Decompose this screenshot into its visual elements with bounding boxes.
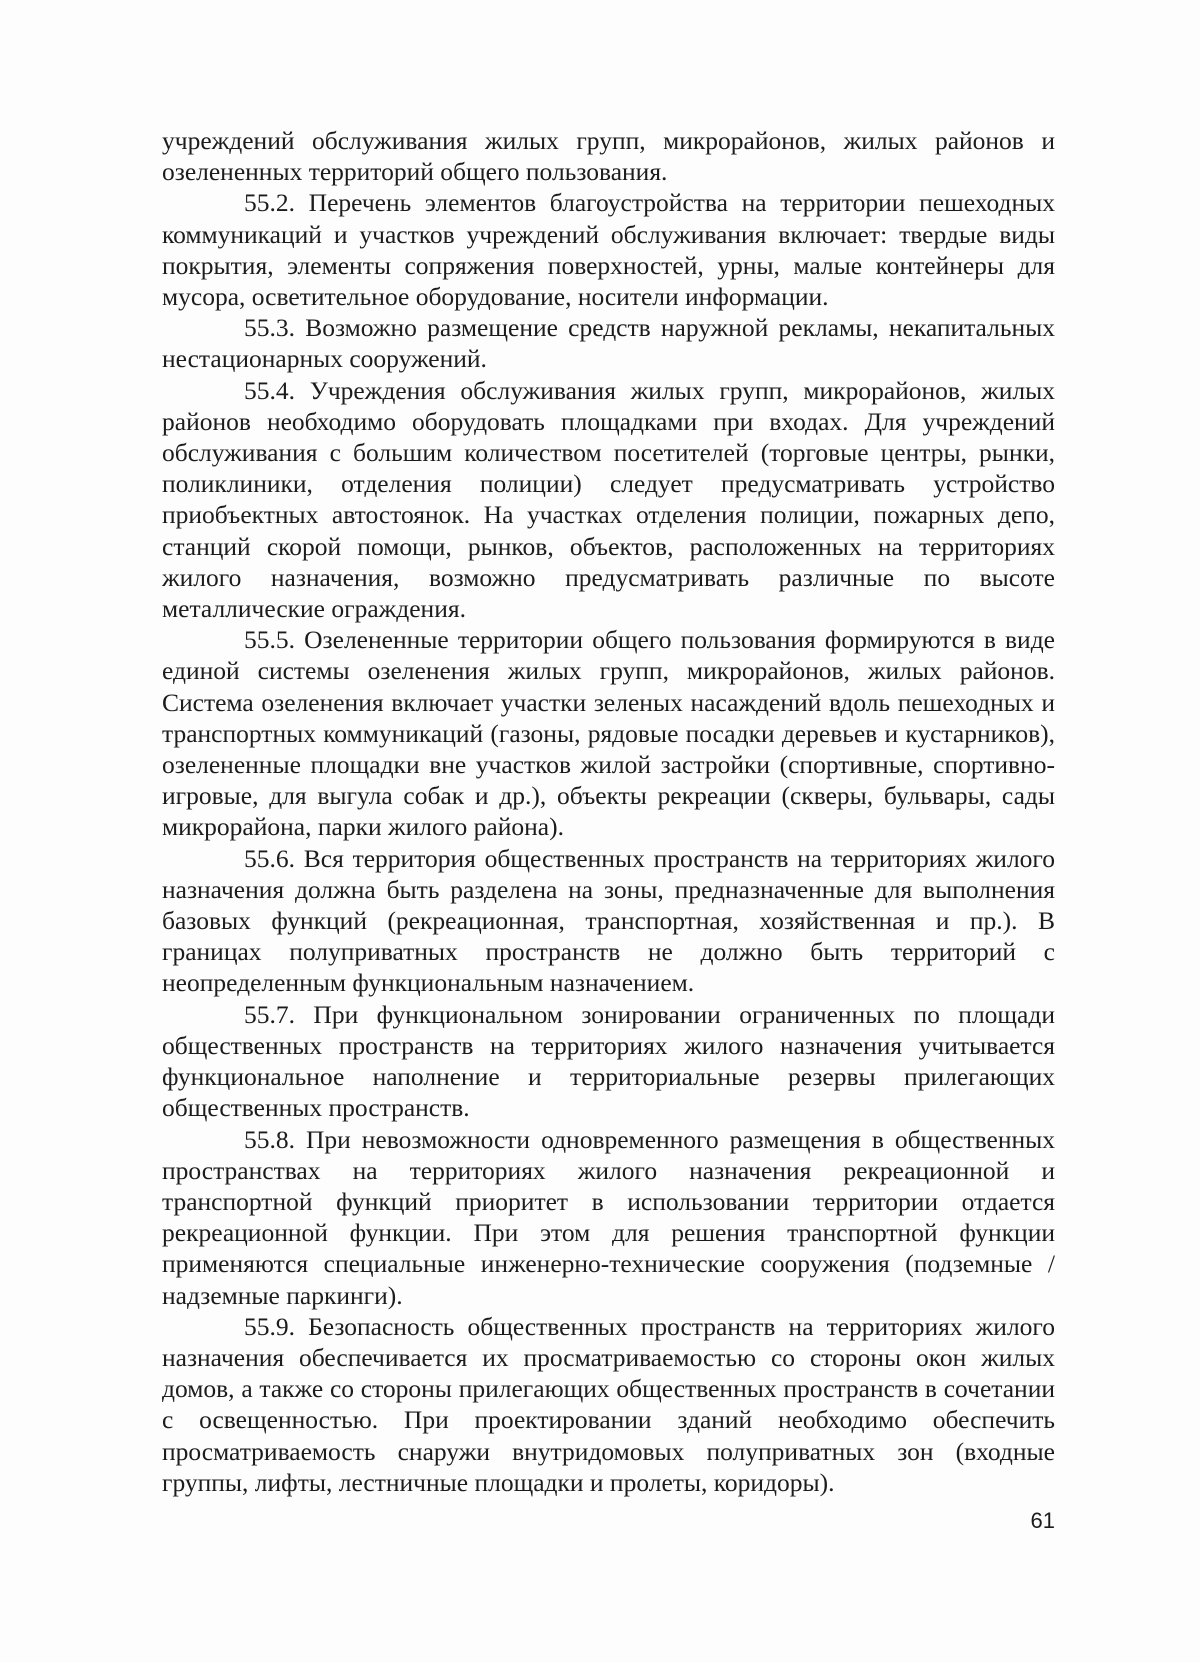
page-number: 61 [1030, 1508, 1055, 1533]
paragraph-55-2: 55.2. Перечень элементов благоустройства на территории пешеходных коммуникаций и участков учреждений обслуживания включает: твердые виды покрытия, элементы сопряжения поверхностей, урны, малые контейнеры для мусора, осветительное оборудование, носители информации. [162, 188, 1055, 312]
paragraph-55-7: 55.7. При функциональном зонировании ограниченных по площади общественных пространств на территориях жилого назначения учитывается функциональное наполнение и территориальные резервы прилегающих общественных пространств. [162, 999, 1055, 1123]
paragraph-55-6: 55.6. Вся территория общественных пространств на территориях жилого назначения должна быть разделена на зоны, предназначенные для выполнения базовых функций (рекреационная, транспортная, хозяйственная и пр.). В границах полуприватных пространств не должно быть территорий с неопределенным функциональным назначением. [162, 843, 1055, 998]
paragraph-55-4: 55.4. Учреждения обслуживания жилых групп, микрорайонов, жилых районов необходимо оборудовать площадками при входах. Для учреждений обслуживания с большим количеством посетителей (торговые центры, рынки, поликлиники, отделения полиции) следует предусматривать устройство приобъектных автостоянок. На участках отделения полиции, пожарных депо, станций скорой помощи, рынков, объектов, расположенных на территориях жилого назначения, возможно предусматривать различные по высоте металлические ограждения. [162, 375, 1055, 624]
paragraph-55-9: 55.9. Безопасность общественных пространств на территориях жилого назначения обеспечивается их просматриваемостью со стороны окон жилых домов, а также со стороны прилегающих общественных пространств в сочетании с освещенностью. При проектировании зданий необходимо обеспечить просматриваемость снаружи внутридомовых полуприватных зон (входные группы, лифты, лестничные площадки и пролеты, коридоры). [162, 1311, 1055, 1497]
paragraph-55-5: 55.5. Озелененные территории общего пользования формируются в виде единой системы озеленения жилых групп, микрорайонов, жилых районов. Система озеленения включает участки зеленых насаждений вдоль пешеходных и транспортных коммуникаций (газоны, рядовые посадки деревьев и кустарников), озелененные площадки вне участков жилой застройки (спортивные, спортивно-игровые, для выгула собак и др.), объекты рекреации (скверы, бульвары, сады микрорайона, парки жилого района). [162, 625, 1055, 842]
paragraph-continuation: учреждений обслуживания жилых групп, микрорайонов, жилых районов и озелененных территорий общего пользования. [162, 126, 1055, 187]
document-body [162, 125, 1055, 1498]
paragraph-55-3: 55.3. Возможно размещение средств наружной рекламы, некапитальных нестационарных сооружений. [162, 313, 1055, 374]
paragraph-55-8: 55.8. При невозможности одновременного размещения в общественных пространствах на территориях жилого назначения рекреационной и транспортной функций приоритет в использовании территории отдается рекреационной функции. При этом для решения транспортной функции применяются специальные инженерно-технические сооружения (подземные / надземные паркинги). [162, 1124, 1055, 1310]
